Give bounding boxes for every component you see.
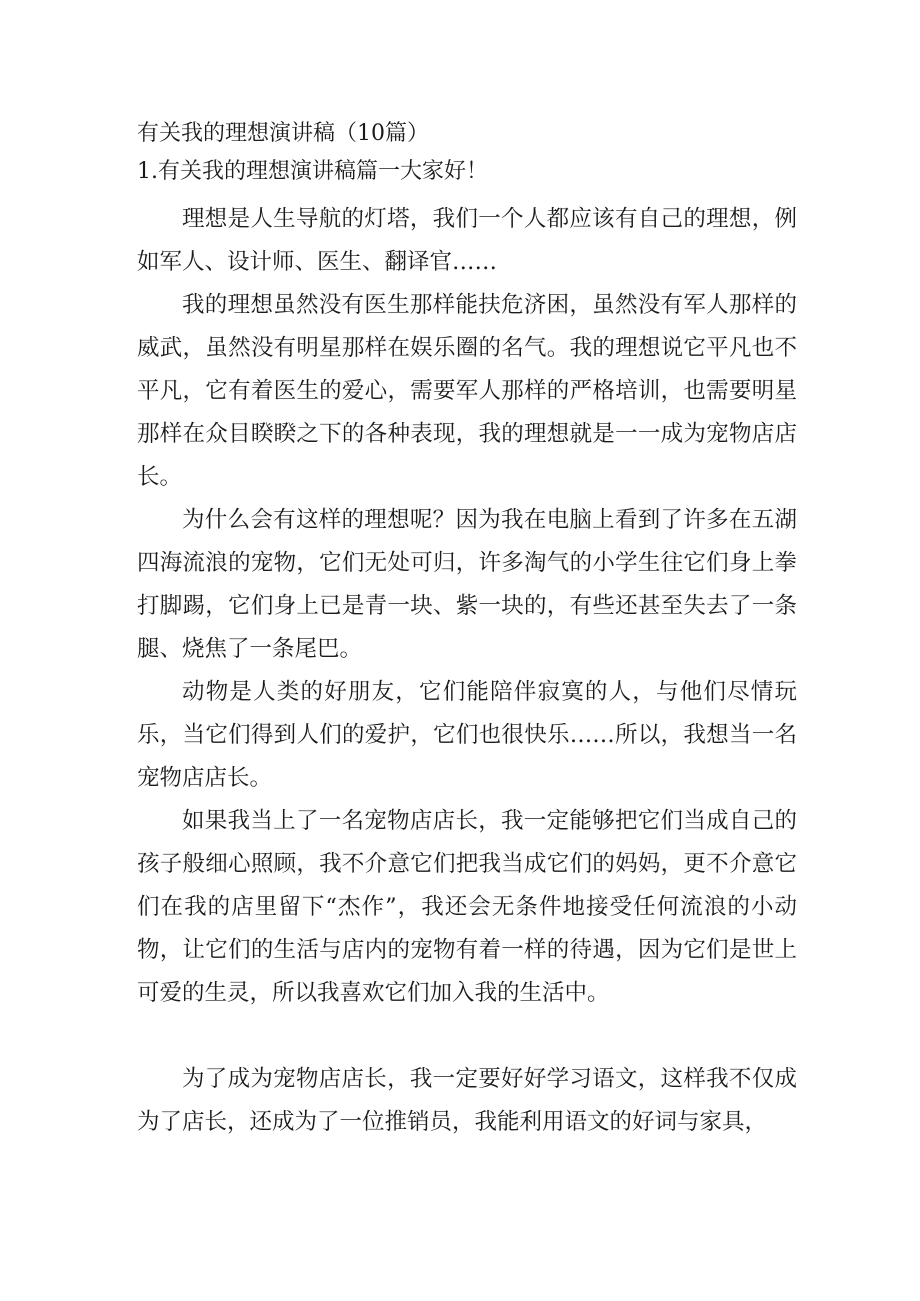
document-title: 有关我的理想演讲稿（10篇） — [137, 121, 429, 146]
section-heading: 1.有关我的理想演讲稿篇一大家好！ — [137, 159, 488, 184]
paragraph: 动物是人类的好朋友，它们能陪伴寂寞的人，与他们尽情玩乐，当它们得到人们的爱护，它们也很快乐……所以，我想当一名宠物店店长。 — [137, 679, 797, 791]
paragraph: 如果我当上了一名宠物店店长，我一定能够把它们当成自己的孩子般细心照顾，我不介意它们把我当成它们的妈妈，更不介意它们在我的店里留下“杰作”，我还会无条件地接受任何流浪的小动物，让它们的生活与店内的宠物有着一样的待遇，因为它们是世上可爱的生灵，所以我喜欢它们加入我的生活中。 — [137, 808, 797, 1006]
paragraph: 为了成为宠物店店长，我一定要好好学习语文，这样我不仅成为了店长，还成为了一位推销员，我能利用语文的好词与家具， — [137, 1066, 797, 1135]
paragraph: 我的理想虽然没有医生那样能扶危济困，虽然没有军人那样的威武，虽然没有明星那样在娱乐圈的名气。我的理想说它平凡也不平凡，它有着医生的爱心，需要军人那样的严格培训，也需要明星那样在众目睽睽之下的各种表现，我的理想就是一一成为宠物店店长。 — [137, 292, 797, 490]
paragraph: 为什么会有这样的理想呢？因为我在电脑上看到了许多在五湖四海流浪的宠物，它们无处可归，许多淘气的小学生往它们身上拳打脚踢，它们身上已是青一块、紫一块的，有些还甚至失去了一条腿、烧焦了一条尾巴。 — [137, 507, 797, 662]
paragraph: 理想是人生导航的灯塔，我们一个人都应该有自己的理想，例如军人、设计师、医生、翻译官…… — [137, 206, 797, 275]
document-body — [137, 118, 797, 1144]
